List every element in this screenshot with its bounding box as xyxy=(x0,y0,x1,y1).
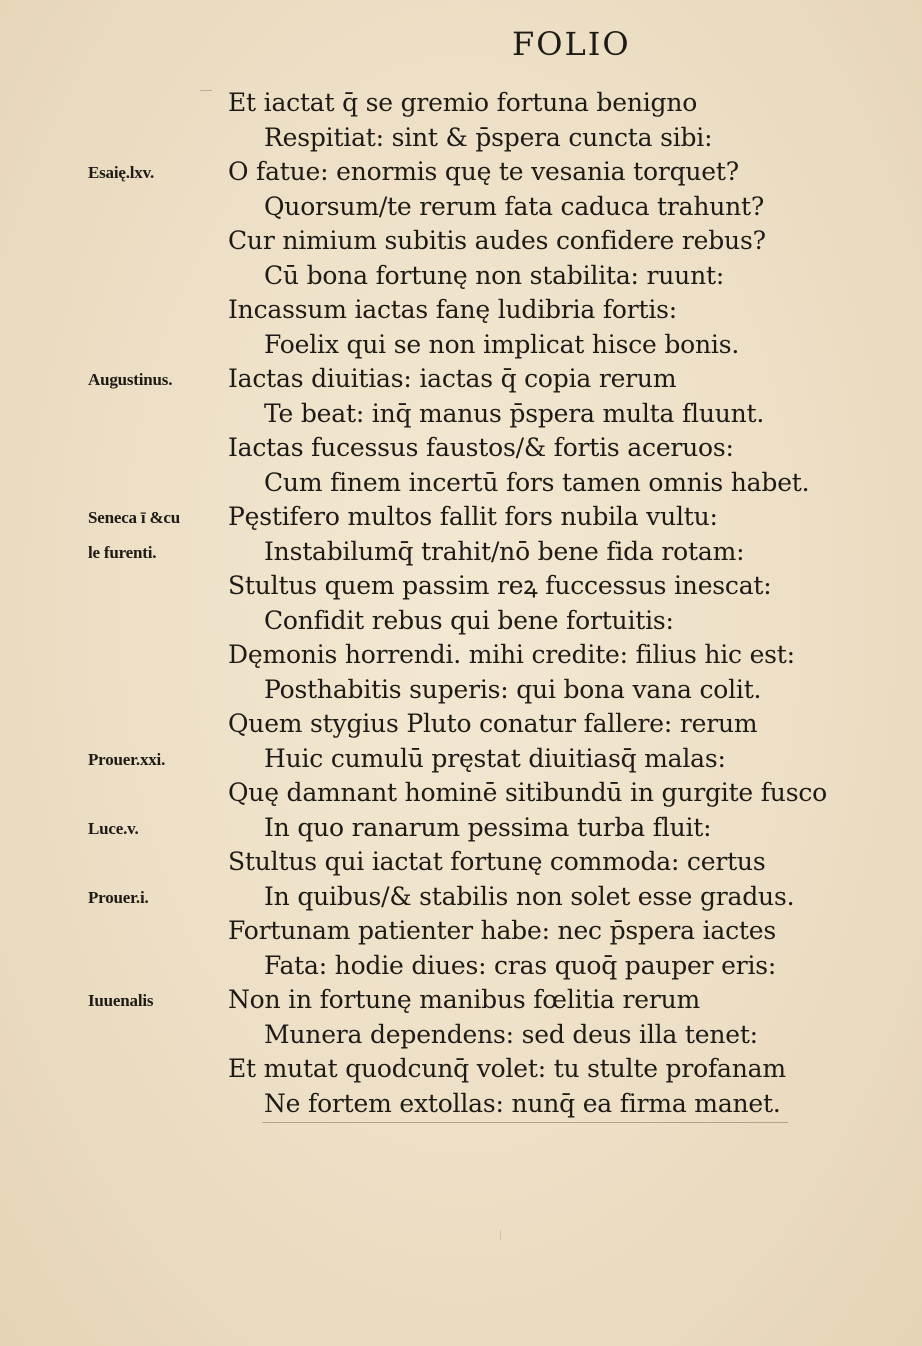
verse-line: Quem stygius Pluto conatur fallere: rerum xyxy=(228,709,758,738)
verse-line: Et mutat quodcunq̄ volet: tu stulte profanam xyxy=(228,1054,786,1083)
paper-mark xyxy=(500,1230,507,1240)
verse-line: Quorsum/te rerum fata caduca trahunt? xyxy=(264,191,765,221)
margin-note: Esaię.lxv. xyxy=(88,163,155,182)
margin-tick-mark xyxy=(200,90,212,91)
verse-line: Posthabitis superis: qui bona vana colit. xyxy=(264,674,762,704)
verse-line: Iactas fucessus faustos/& fortis aceruos: xyxy=(228,433,734,462)
margin-note: Iuuenalis xyxy=(88,991,154,1010)
verse-line: Non in fortunę manibus fœlitia rerum xyxy=(228,985,701,1014)
margin-note: Prouer.xxi. xyxy=(88,749,166,769)
margin-note: Augustinus. xyxy=(88,370,173,389)
verse-line: Munera dependens: sed deus illa tenet: xyxy=(264,1019,758,1049)
verse-line: Confidit rebus qui bene fortuitis: xyxy=(264,605,674,635)
verse-line: Cū bona fortunę non stabilita: ruunt: xyxy=(264,260,725,290)
verse-line: Quę damnant hominē sitibundū in gurgite fusco xyxy=(228,778,827,807)
verse-line: Et iactat q̄ se gremio fortuna benigno xyxy=(228,88,698,117)
verse-line: Iactas diuitias: iactas q̄ copia rerum xyxy=(228,364,677,393)
verse-line: Cum finem incertū fors tamen omnis habet. xyxy=(264,467,810,497)
verse-block xyxy=(88,86,868,1121)
bottom-rule xyxy=(262,1122,788,1123)
verse-line: Dęmonis horrendi. mihi credite: filius hic est: xyxy=(228,640,795,669)
verse-line: Cur nimium subitis audes confidere rebus? xyxy=(228,226,766,255)
verse-line: In quo ranarum pessima turba fluit: xyxy=(264,812,712,842)
margin-note: Luce.v. xyxy=(88,818,139,838)
verse-line: Instabilumq̄ trahit/nō bene fida rotam: xyxy=(264,536,745,566)
folio-header: FOLIO xyxy=(512,25,631,63)
verse-line: Te beat: inq̄ manus p̄spera multa fluunt. xyxy=(264,398,765,428)
verse-line: Pęstifero multos fallit fors nubila vultu: xyxy=(228,502,718,531)
verse-line: Fata: hodie diues: cras quoq̄ pauper eris: xyxy=(264,950,777,980)
verse-line: Fortunam patienter habe: nec p̄spera iactes xyxy=(228,916,776,945)
verse-line: Stultus qui iactat fortunę commoda: certus xyxy=(228,847,766,876)
verse-line: Huic cumulū pręstat diuitiasq̄ malas: xyxy=(264,743,726,773)
margin-note: le furenti. xyxy=(88,542,157,562)
verse-line: In quibus/& stabilis non solet esse gradus. xyxy=(264,881,795,911)
verse-line: Stultus quem passim reꝝ fuccessus inescat: xyxy=(228,571,772,600)
margin-note: Seneca ī &cu xyxy=(88,508,181,527)
verse-line: Incassum iactas fanę ludibria fortis: xyxy=(228,295,677,324)
margin-note: Prouer.i. xyxy=(88,887,149,907)
verse-line: Foelix qui se non implicat hisce bonis. xyxy=(264,329,740,359)
verse-line: Respitiat: sint & p̄spera cuncta sibi: xyxy=(264,122,713,152)
verse-line: Ne fortem extollas: nunq̄ ea firma manet. xyxy=(264,1088,781,1118)
verse-line: O fatue: enormis quę te vesania torquet? xyxy=(228,157,739,186)
